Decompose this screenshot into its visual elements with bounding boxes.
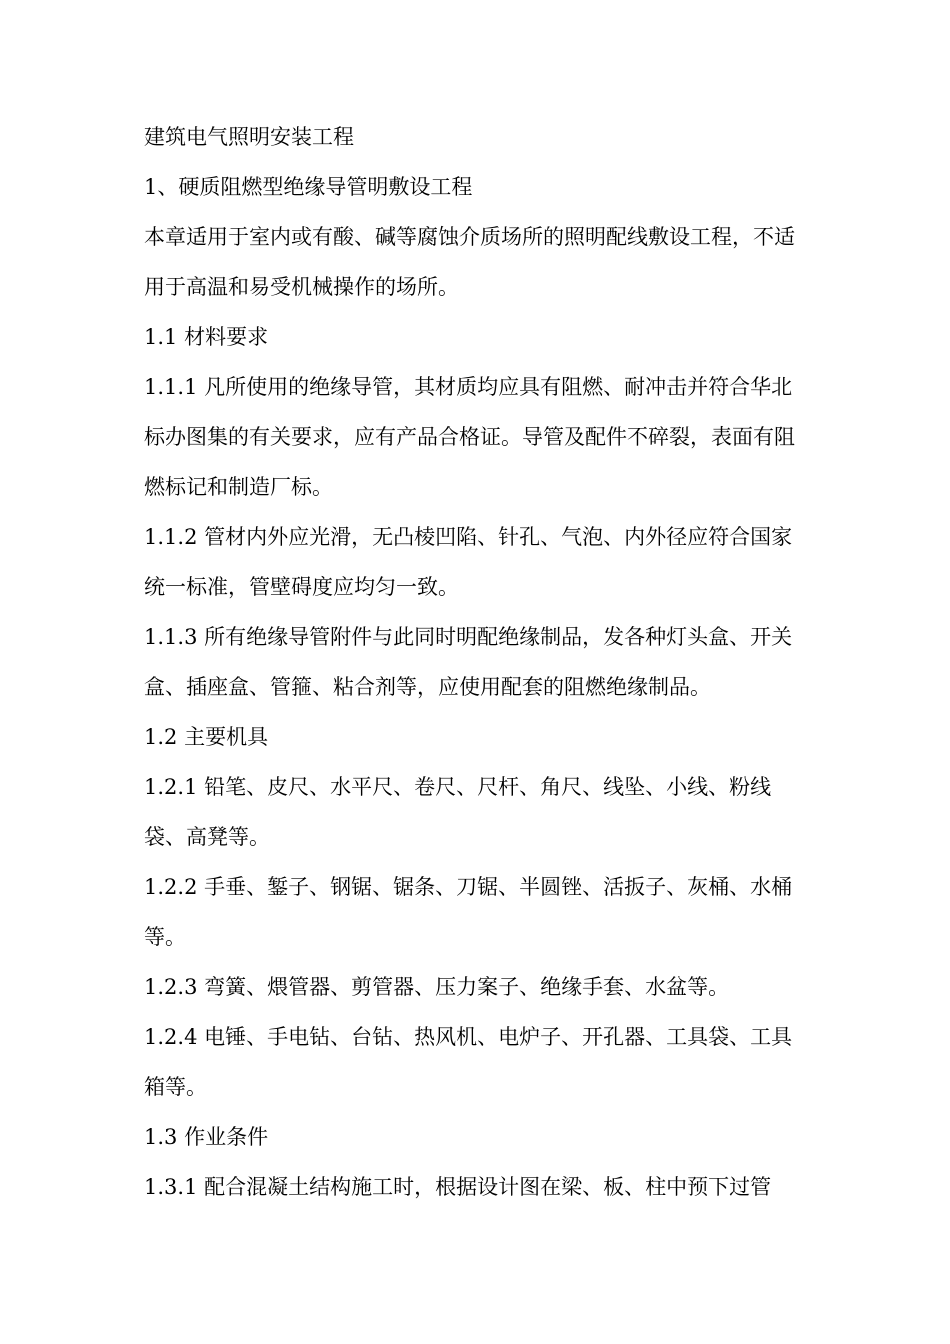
subsection-heading: 1.2 主要机具: [144, 725, 269, 749]
document-page: [144, 112, 808, 1212]
body-paragraph: 1.3.1 配合混凝土结构施工时，根据设计图在梁、板、柱中预下过管: [144, 1175, 772, 1199]
body-paragraph: 1.2.4 电锤、手电钻、台钻、热风机、电炉子、开孔器、工具袋、工具箱等。: [144, 1025, 793, 1099]
body-paragraph: 1.2.3 弯簧、煨管器、剪管器、压力案子、绝缘手套、水盆等。: [144, 975, 730, 999]
body-paragraph: 1.2.1 铅笔、皮尺、水平尺、卷尺、尺杆、角尺、线坠、小线、粉线袋、高凳等。: [144, 775, 772, 849]
body-paragraph: 1.1.2 管材内外应光滑，无凸棱凹陷、针孔、气泡、内外径应符合国家统一标准，管壁碍度应均匀一致。: [144, 525, 793, 599]
body-paragraph: 1.1.3 所有绝缘导管附件与此同时明配绝缘制品，发各种灯头盒、开关盒、插座盒、管箍、粘合剂等，应使用配套的阻燃绝缘制品。: [144, 625, 793, 699]
subsection-heading: 1.3 作业条件: [144, 1125, 269, 1149]
body-paragraph: 1.2.2 手垂、錾子、钢锯、锯条、刀锯、半圆锉、活扳子、灰桶、水桶等。: [144, 875, 793, 949]
body-paragraph: 1.1.1 凡所使用的绝缘导管，其材质均应具有阻燃、耐冲击并符合华北标办图集的有关要求，应有产品合格证。导管及配件不碎裂，表面有阻燃标记和制造厂标。: [144, 375, 795, 499]
body-paragraph: 本章适用于室内或有酸、碱等腐蚀介质场所的照明配线敷设工程，不适用于高温和易受机械操作的场所。: [144, 225, 795, 299]
subsection-heading: 1.1 材料要求: [144, 325, 269, 349]
section-heading: 1、硬质阻燃型绝缘导管明敷设工程: [144, 175, 473, 199]
document-title: 建筑电气照明安装工程: [144, 125, 354, 149]
